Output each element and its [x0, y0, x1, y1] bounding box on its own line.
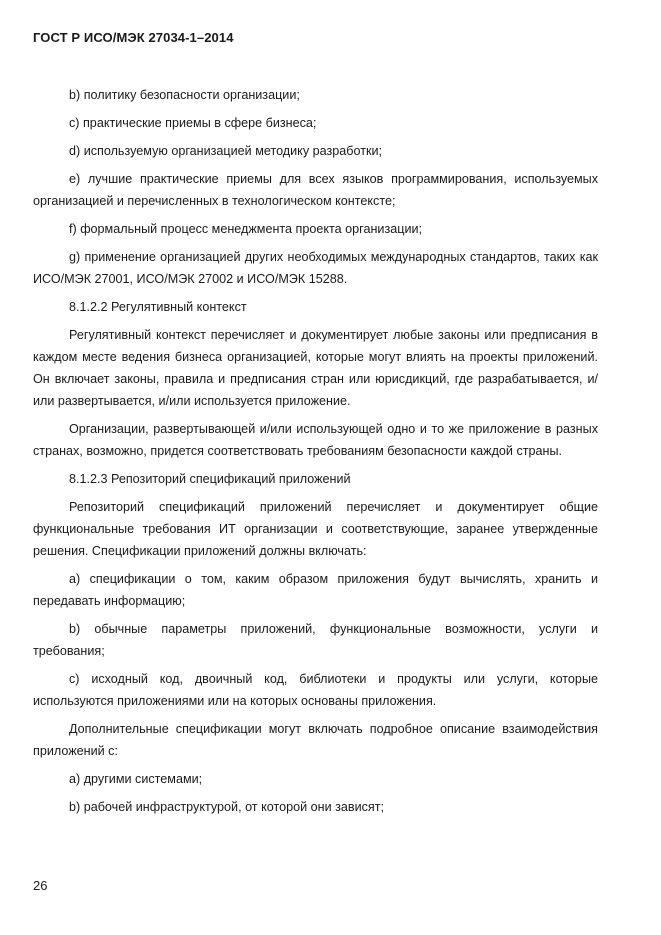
- page-body: [33, 84, 598, 824]
- list-item-f-project-management: f) формальный процесс менеджмента проекта организации;: [69, 222, 423, 236]
- specifications-repository-paragraph: Репозиторий спецификаций приложений перечисляет и документирует общие функциональные требования ИТ организации и соответствующие, заранее утвержденные решения. Спецификации приложений должны включать:: [33, 500, 598, 558]
- list-item-c-source-code: c) исходный код, двоичный код, библиотеки и продукты или услуги, которые используются приложениями или на которых основаны приложения.: [33, 672, 598, 708]
- list-item-c-business-practices: c) практические приемы в сфере бизнеса;: [69, 116, 317, 130]
- list-item-b-parameters: b) обычные параметры приложений, функциональные возможности, услуги и требования;: [33, 622, 598, 658]
- section-heading-8-1-2-3: 8.1.2.3 Репозиторий спецификаций приложений: [69, 472, 351, 486]
- list-item-a-other-systems: a) другими системами;: [69, 772, 203, 786]
- list-item-g-standards: g) применение организацией других необходимых международных стандартов, таких как ИСО/МЭК 27001, ИСО/МЭК 27002 и ИСО/МЭК 15288.: [33, 250, 598, 286]
- page-header: ГОСТ Р ИСО/МЭК 27034-1–2014: [33, 30, 234, 45]
- list-item-b-security-policy: b) политику безопасности организации;: [69, 88, 300, 102]
- multi-country-paragraph: Организации, развертывающей и/или использующей одно и то же приложение в разных странах, возможно, придется соответствовать требованиям безопасности каждой страны.: [33, 422, 598, 458]
- list-item-e-best-practices: e) лучшие практические приемы для всех языков программирования, используемых организацией и перечисленных в технологическом контексте;: [33, 172, 598, 208]
- list-item-d-development-methodology: d) используемую организацией методику разработки;: [69, 144, 383, 158]
- page-number: 26: [33, 878, 48, 893]
- list-item-b-infrastructure: b) рабочей инфраструктурой, от которой они зависят;: [69, 800, 385, 814]
- regulatory-context-paragraph: Регулятивный контекст перечисляет и документирует любые законы или предписания в каждом месте ведения бизнеса организацией, которые могут влиять на проекты приложений. Он включает законы, правила и предписания стран или юрисдикций, где разрабатывается, и/или развертывается, и/или используется приложение.: [33, 328, 598, 408]
- additional-specifications-paragraph: Дополнительные спецификации могут включать подробное описание взаимодействия приложений с:: [33, 722, 598, 758]
- list-item-a-specifications: a) спецификации о том, каким образом приложения будут вычислять, хранить и передавать информацию;: [33, 572, 598, 608]
- section-heading-8-1-2-2: 8.1.2.2 Регулятивный контекст: [69, 300, 247, 314]
